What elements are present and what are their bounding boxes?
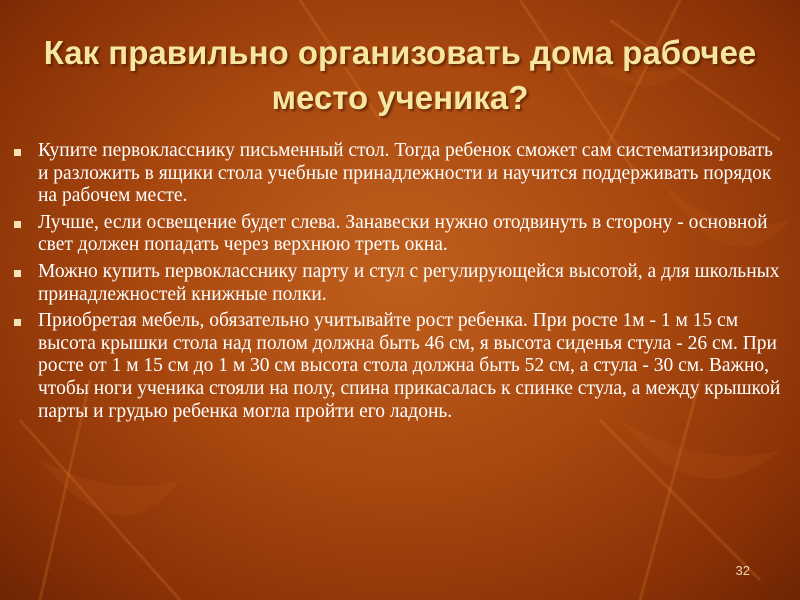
square-bullet-icon (14, 270, 21, 277)
square-bullet-icon (14, 319, 21, 326)
bullet-text: Купите первокласснику письменный стол. Тогда ребенок сможет сам систематизировать и разложить в ящики стола учебные принадлежности и научится поддерживать порядок на рабочем месте. (38, 140, 773, 207)
slide-title: Как правильно организовать дома рабочее место ученика? (43, 34, 757, 116)
bullet-text: Лучше, если освещение будет слева. Занавески нужно отодвинуть в сторону - основной свет должен попадать через верхнюю треть окна. (38, 211, 768, 256)
square-bullet-icon (14, 221, 21, 228)
list-item (14, 310, 784, 423)
bullet-list (14, 140, 784, 427)
list-item (14, 140, 784, 208)
bullet-text: Можно купить первокласснику парту и стул с регулирующейся высотой, а для школьных принадлежностей книжные полки. (38, 260, 780, 305)
bullet-text: Приобретая мебель, обязательно учитывайте рост ребенка. При росте 1м - 1 м 15 см высота крышки стола над полом должна быть 46 см, я высота сиденья стула - 26 см. При росте от 1 м 15 см до 1 м 30 см высота стола должна быть 52 см, а стула - 30 см. Важно, чтобы ноги ученика стояли на полу, спина прикасалась к спинке стула, а между крышкой парты и грудью ребенка могла пройти его ладонь. (38, 310, 781, 422)
list-item (14, 212, 784, 257)
square-bullet-icon (14, 149, 21, 156)
list-item (14, 261, 784, 306)
page-number: 32 (735, 563, 750, 578)
